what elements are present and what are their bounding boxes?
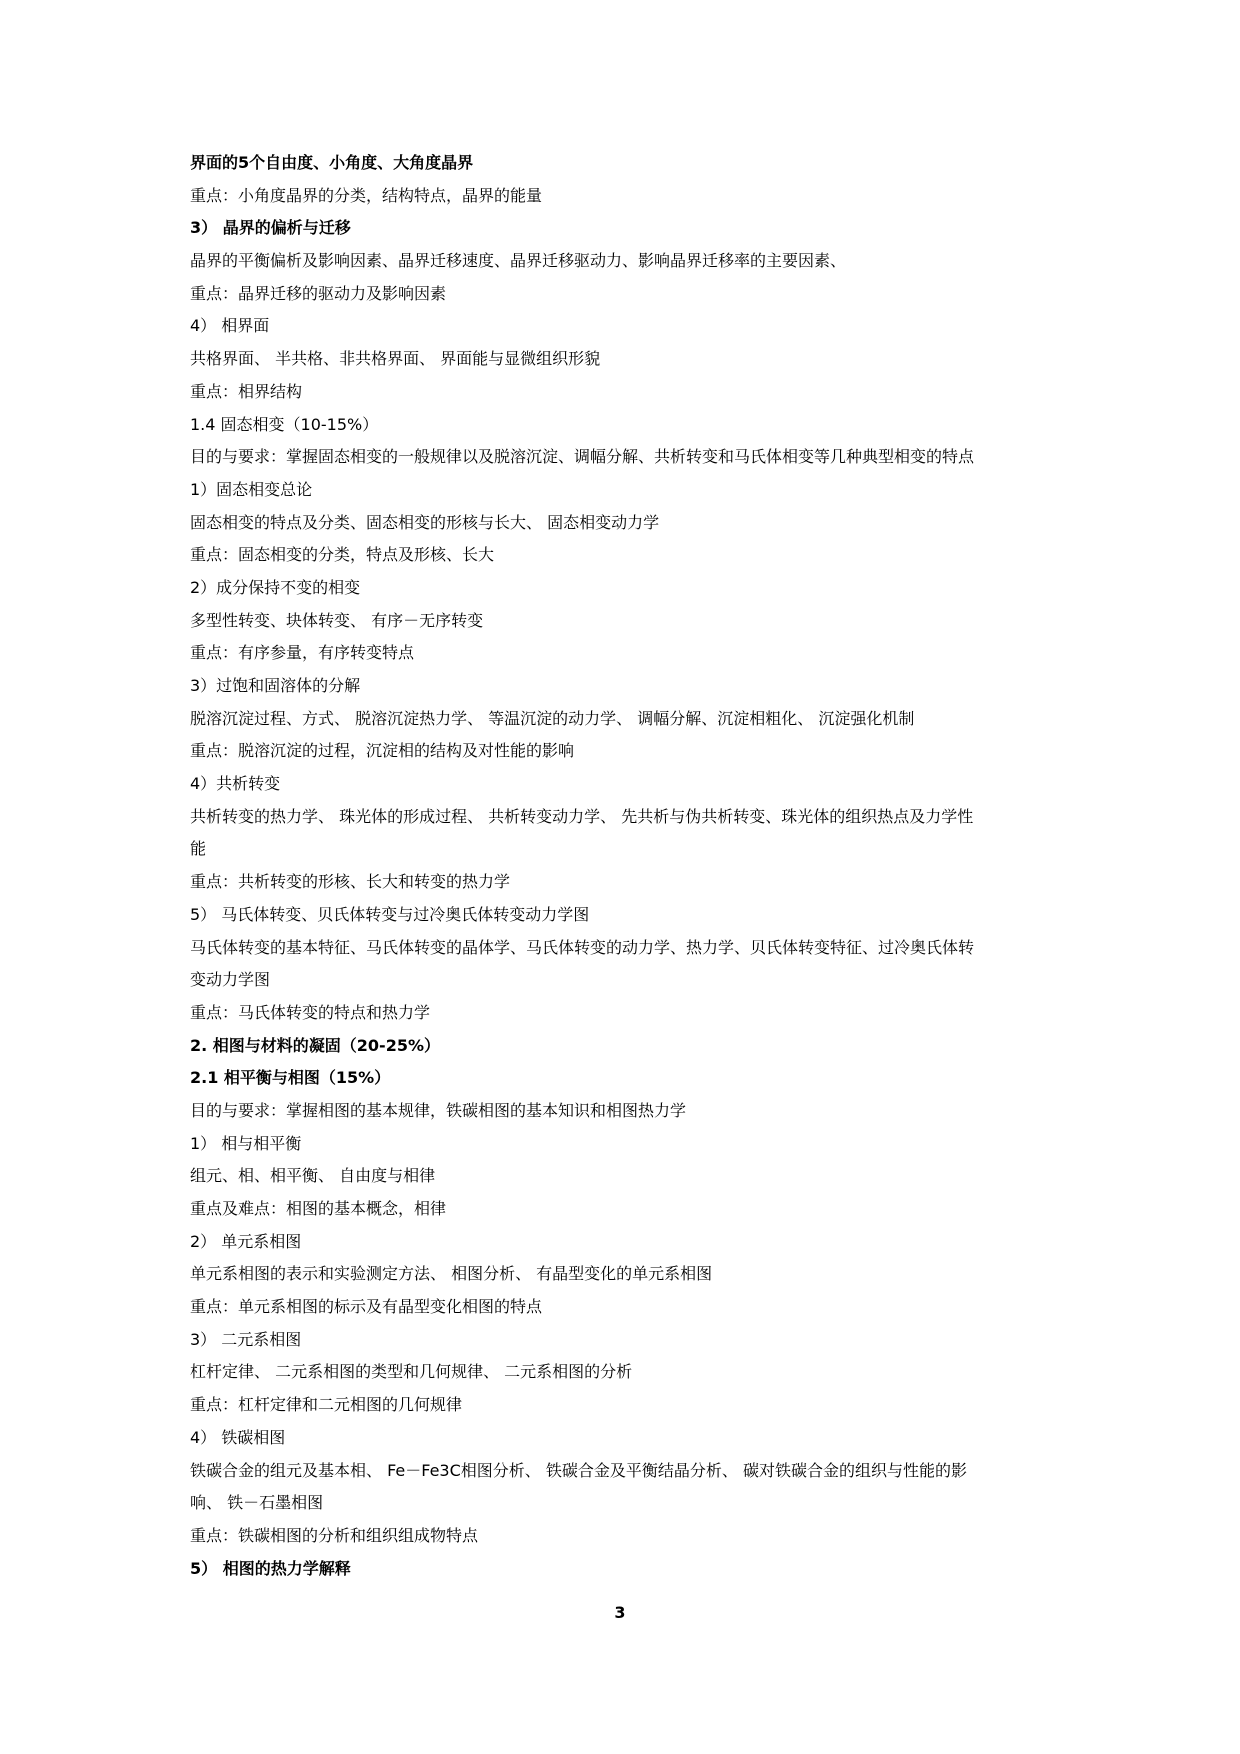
section-heading: 4） 相界面 <box>190 316 270 336</box>
text-line: 重点：共析转变的形核、长大和转变的热力学 <box>190 872 511 892</box>
text-line: 多型性转变、块体转变、 有序－无序转变 <box>190 610 484 630</box>
text-line: 重点：单元系相图的标示及有晶型变化相图的特点 <box>190 1297 543 1317</box>
text-line: 重点：相界结构 <box>190 381 303 401</box>
section-heading: 4） 铁碳相图 <box>190 1427 286 1447</box>
text-line: 脱溶沉淀过程、方式、 脱溶沉淀热力学、 等温沉淀的动力学、 调幅分解、沉淀相粗化、 沉淀强化机制 <box>190 708 915 728</box>
text-line: 铁碳合金的组元及基本相、 Fe－Fe3C相图分析、 铁碳合金及平衡结晶分析、 碳对铁碳合金的组织与性能的影 <box>190 1460 967 1480</box>
text-line: 重点：固态相变的分类，特点及形核、长大 <box>190 545 495 565</box>
chapter-heading: 2. 相图与材料的凝固（20-25%） <box>190 1035 440 1055</box>
section-heading: 3） 二元系相图 <box>190 1329 302 1349</box>
text-line: 马氏体转变的基本特征、马氏体转变的晶体学、马氏体转变的动力学、热力学、贝氏体转变特征、过冷奥氏体转 <box>190 937 975 957</box>
text-line: 界面的5个自由度、小角度、大角度晶界 <box>190 153 474 172</box>
text-line: 重点：铁碳相图的分析和组织组成物特点 <box>190 1525 479 1545</box>
text-line: 目的与要求：掌握相图的基本规律，铁碳相图的基本知识和相图热力学 <box>190 1100 687 1120</box>
text-line: 重点：有序参量，有序转变特点 <box>190 643 415 663</box>
text-line: 重点：脱溶沉淀的过程，沉淀相的结构及对性能的影响 <box>190 741 575 761</box>
text-line: 能 <box>190 839 207 859</box>
text-line: 共格界面、 半共格、非共格界面、 界面能与显微组织形貌 <box>190 349 601 369</box>
section-heading: 2）成分保持不变的相变 <box>190 577 361 597</box>
section-heading: 3） 晶界的偏析与迁移 <box>190 218 351 238</box>
text-line: 变动力学图 <box>190 970 271 990</box>
section-heading: 5） 马氏体转变、贝氏体转变与过冷奥氏体转变动力学图 <box>190 904 590 924</box>
text-line: 重点：晶界迁移的驱动力及影响因素 <box>190 283 447 303</box>
text-line: 杠杆定律、 二元系相图的类型和几何规律、 二元系相图的分析 <box>190 1362 633 1382</box>
text-line: 响、 铁－石墨相图 <box>190 1493 324 1513</box>
section-heading: 2.1 相平衡与相图（15%） <box>190 1068 391 1088</box>
text-line: 重点：小角度晶界的分类，结构特点，晶界的能量 <box>190 185 543 205</box>
text-line: 重点：杠杆定律和二元相图的几何规律 <box>190 1395 463 1415</box>
text-line: 重点：马氏体转变的特点和热力学 <box>190 1002 431 1022</box>
section-heading: 3）过饱和固溶体的分解 <box>190 676 361 695</box>
text-line: 组元、相、相平衡、 自由度与相律 <box>190 1166 436 1186</box>
section-heading: 1） 相与相平衡 <box>190 1133 302 1153</box>
section-heading: 2） 单元系相图 <box>190 1231 302 1251</box>
text-line: 重点及难点：相图的基本概念，相律 <box>190 1199 447 1218</box>
text-line: 目的与要求：掌握固态相变的一般规律以及脱溶沉淀、调幅分解、共析转变和马氏体相变等几种典型相变的特点 <box>190 447 975 467</box>
text-line: 固态相变的特点及分类、固态相变的形核与长大、 固态相变动力学 <box>190 512 660 532</box>
page-number: 3 <box>614 1603 626 1622</box>
section-heading: 1.4 固态相变（10-15%） <box>190 414 379 434</box>
section-heading: 1）固态相变总论 <box>190 479 313 499</box>
document-body <box>190 147 1070 1585</box>
section-heading: 4）共析转变 <box>190 774 281 794</box>
text-line: 共析转变的热力学、 珠光体的形成过程、 共析转变动力学、 先共析与伪共析转变、珠光体的组织热点及力学性 <box>190 806 974 826</box>
section-heading: 5） 相图的热力学解释 <box>190 1558 351 1578</box>
text-line: 单元系相图的表示和实验测定方法、 相图分析、 有晶型变化的单元系相图 <box>190 1264 713 1284</box>
text-line: 晶界的平衡偏析及影响因素、晶界迁移速度、晶界迁移驱动力、影响晶界迁移率的主要因素、 <box>190 251 847 271</box>
